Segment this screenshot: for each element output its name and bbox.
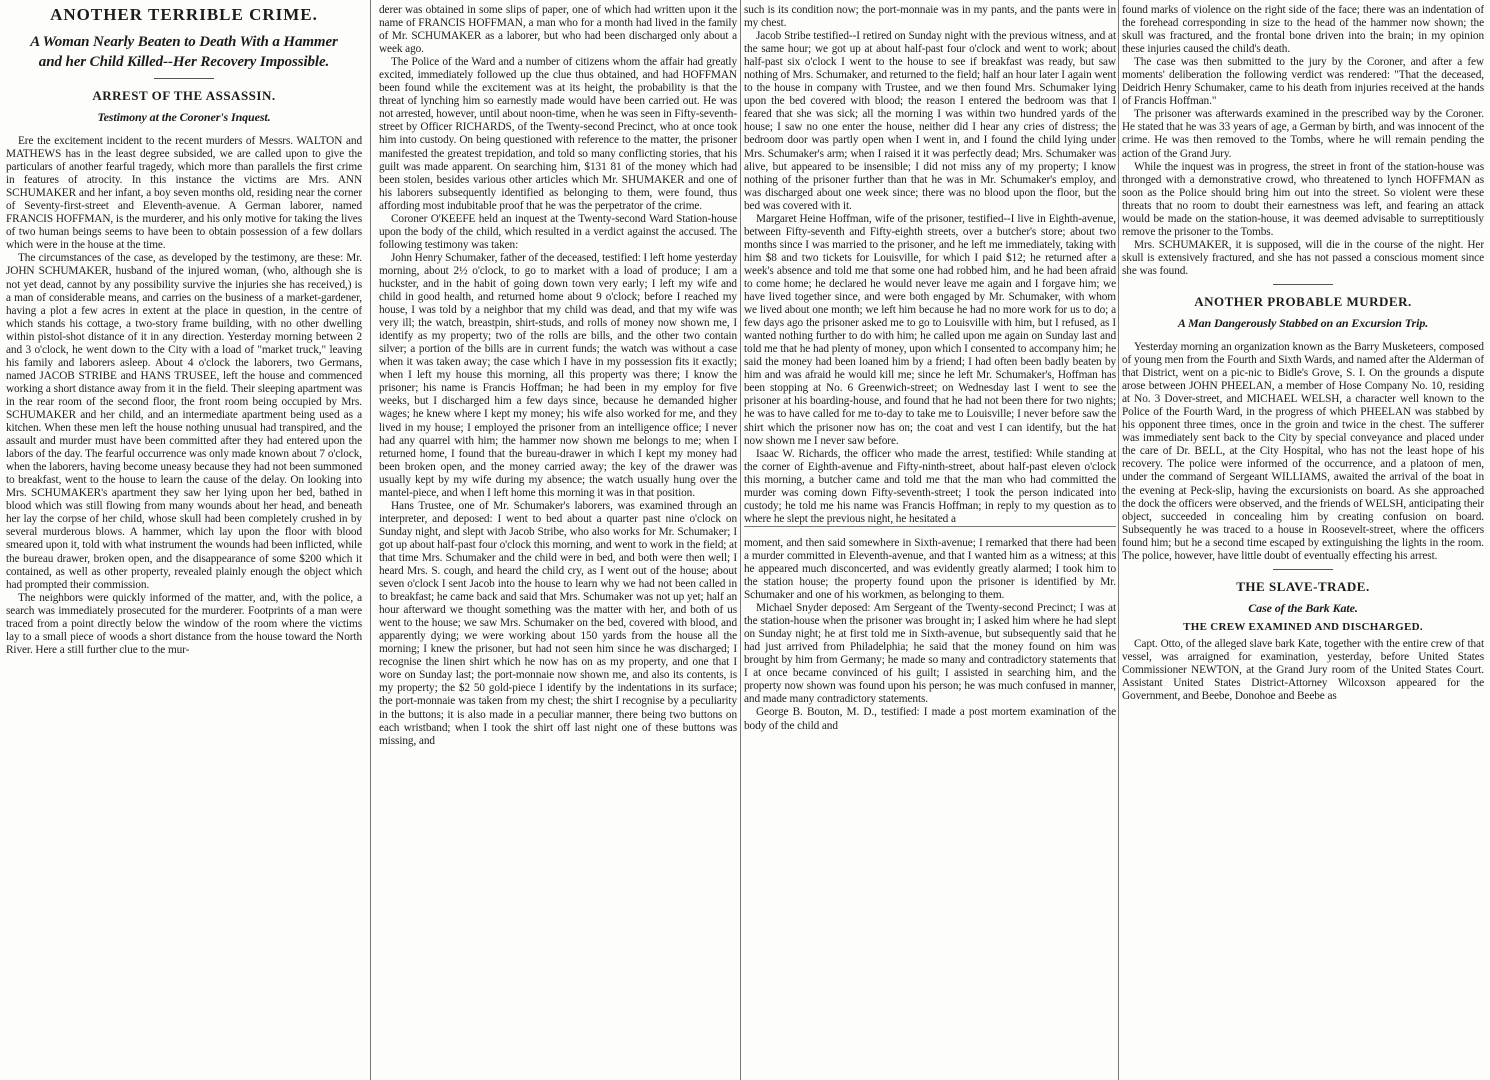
paragraph: Margaret Heine Hoffman, wife of the prisoner, testified--I live in Eighth-avenue, between Fifty-seventh and Fifty-eighth streets, over a butcher's store; about two months since I was married to the prisoner, and he left me immediately, taking with him $8 and two tickets for Louisville, for which I paid $12; he returned after a week's absence and told me that some one had robbed him, and he had been afraid to come home; he declared he would never leave me again and I forgave him; we have lived together since, and were both engaged by Mr. Schumaker, with whom we lived about one month; we left him because he had no more work for us to do; a few days ago the prisoner asked me to go to Louisville with him, but I refused, as I wanted nothing further to do with him; he called upon me again on Sunday last and told me that he had plenty of money, upon which I consented to accompany him; he said the money had been loaned him by a friend; I had often been badly beaten by him and was afraid he would kill me; since he left Mr. Schumaker's, Hoffman has been stopping at No. 6 Greenwich-street; on Wednesday last I went to see the prisoner at his boarding-house, and found that he had not been there for two nights; he was to have called for me to-day to take me to Louisville; I never before saw the shirt which the prisoner now has on; the coat and vest I can identify, but the hat now shown me I never saw before. bbox=[744, 212, 1116, 447]
paragraph: moment, and then said somewhere in Sixth-avenue; I remarked that there had been a murder committed in Eleventh-avenue, and that I wanted him as a witness; at this he appeared much disconcerted, and was evidently greatly alarmed; I took him to the station house; the property found upon the prisoner is identified by Mr. Schumaker and one of his workmen, as belonging to them. bbox=[744, 536, 1116, 602]
column-1 bbox=[6, 4, 362, 1078]
paragraph: found marks of violence on the right side of the face; there was an indentation of the forehead corresponding in size to the head of the hammer now shown; the skull was fractured, and the frontal bone driven into the brain; in my opinion these injuries caused the child's death. bbox=[1122, 4, 1484, 56]
article-title: ANOTHER PROBABLE MURDER. bbox=[1194, 293, 1412, 309]
paragraph: derer was obtained in some slips of paper, one of which had written upon it the name of FRANCIS HOFFMAN, a man who for a month had lived in the family of Mr. SCHUMAKER as a laborer, but who had been discharged only about a week ago. bbox=[379, 4, 737, 56]
paragraph: Hans Trustee, one of Mr. Schumaker's laborers, was examined through an interpreter, and deposed: I went to bed about a quarter past nine o'clock on Sunday night, and slept with Jacob Stribe, who also works for Mr. Schumaker; I got up about half-past four o'clock this morning, and went to work in the field; at that time Mrs. Schumaker and the child were in bed, and both were then well; I heard Mrs. S. cough, and heard the child cry, as I went out of the house; about seven o'clock I sent Jacob into the house to learn why we had not been called in to breakfast; he came back and said that Mrs. Schumaker was not up yet; half an hour afterward we thought something was the matter with her, and both of us went to the house; we saw Mrs. Schumaker on the bed, covered with blood, and apparently dying; we were working about 150 yards from the house all the morning; I knew the prisoner, but had not seen him since he was discharged; I recognise the linen shirt which he now has on as my property, and one that I wore on Sunday last; the port-monnaie now shown me, and also its contents, is my property; the $2 50 gold-piece I identify by the indentations in its surface; the port-monnaie was taken from my chest; the shirt I recognise by a peculiarity in the buttons; it is also made in a peculiar manner, there being two buttons on each wristband; when I took the shirt off last night one of these buttons was missing, and bbox=[379, 499, 737, 747]
paragraph: Yesterday morning an organization known as the Barry Musketeers, composed of young men from the Fourth and Sixth Wards, and named after the Alderman of that District, went on a pic-nic to Bidle's Grove, S. I. On the grounds a dispute arose between JOHN PHEELAN, a member of Hose Company No. 10, residing at No. 3 Dover-street, and MICHAEL WELSH, a character well known to the Police of the Fourth Ward, in the progress of which PHEELAN was stabbed by his opponent three times, once in the groin and twice in the chest. The sufferer was immediately sent back to the City by special conveyance and placed under the care of Dr. BELL, at the City Hospital, who has not the least hope of his recovery. The police were informed of the occurrence, and a platoon of men, under the command of Sergeant WILLIAMS, awaited the arrival of the boat in the evening at Peck-slip, having the excursionists on board. As she approached the dock the officers were observed, and the friends of WELSH, anticipating their object, succeeded in concealing him by creating confusion on board. Subsequently he was traced to a house in Roosevelt-street, where the officers found him; but he a second time escaped by extinguishing the lights in the room. The police, however, have little doubt of eventually effecting his arrest. bbox=[1122, 340, 1484, 562]
section-heading: THE CREW EXAMINED AND DISCHARGED. bbox=[1183, 620, 1423, 633]
paragraph: The prisoner was afterwards examined in the prescribed way by the Coroner. He stated that he was 33 years of age, a German by birth, and was innocent of the crime. He was then removed to the Tombs, where he will remain pending the action of the Grand Jury. bbox=[1122, 108, 1484, 160]
divider bbox=[154, 78, 214, 79]
paragraph: Mrs. SCHUMAKER, it is supposed, will die in the course of the night. Her skull is extensively fractured, and she has not passed a conscious moment since she was found. bbox=[1122, 238, 1484, 277]
paragraph: George B. Bouton, M. D., testified: I made a post mortem examination of the body of the child and bbox=[744, 706, 1116, 732]
column-rule bbox=[740, 0, 741, 1080]
divider bbox=[1273, 569, 1333, 570]
paragraph: such is its condition now; the port-monnaie was in my pants, and the pants were in my chest. bbox=[744, 4, 1116, 30]
column-rule bbox=[1118, 0, 1119, 1080]
column-rule bbox=[370, 0, 371, 1080]
clipping-seam bbox=[744, 526, 1116, 533]
paragraph: John Henry Schumaker, father of the deceased, testified: I left home yesterday morning, about 2½ o'clock, to go to market with a load of produce; I am a huckster, and in the habit of going down town very early; I left my wife and child in good health, and returned home about 9 o'clock; before I reached my house, I was told by a neighbor that my child was dead, and that my wife was very ill; the watch, breastpin, shirt-studs, and rolls of money now shown me, I identify as my property; two of the rolls are bills, and the other two contain silver; a portion of the bills are in current funds; the watch was without a case when it was taken away; the case which I have in my possession fits it exactly; when I left my house this morning, all this property was there; I know the prisoner; his name is Francis Hoffman; he had been in my employ for five weeks, but I discharged him a few days since, because he demanded higher wages; he knew where I kept my money; his wife also worked for me, and they lived in my house; I employed the prisoner from an intelligence office; I never had any quarrel with him; the hammer now shown me belongs to me; when I returned home, I found that the bureau-drawer in which I kept my money had been broken open, and the money carried away; the key of the drawer was usually kept by my wife during my absence; the watch usually hung over the mantel-piece, and when I left home this morning it was in that position. bbox=[379, 251, 737, 499]
paragraph: The circumstances of the case, as developed by the testimony, are these: Mr. JOHN SCHUMAKER, husband of the injured woman, (who, although she is not yet dead, cannot by any possibility survive the injuries she has received,) is a man of considerable means, and carries on the business of a market-gardener, having a plot a few acres in extent at the place in question, in the centre of which stands his cottage, a two-story frame building, with no other dwelling within pistol-shot distance of it in any direction. Yesterday morning between 2 and 3 o'clock, he went down to the City with a load of "market truck," leaving his family and laborers asleep. About 4 o'clock the laborers, two Germans, named JACOB STRIBE and HANS TRUSEE, left the house and commenced working a short distance away from it in the field. Their sleeping apartment was in the rear room of the second floor, the front room being occupied by Mrs. SCHUMAKER and her child, and an intermediate apartment being used as a kitchen. When these men left the house nothing unusual had transpired, and the assault and murder must have been committed after they had entered upon the labors of the day. The fearful occurrence was only made known about 7 o'clock, when the laborers, having become uneasy because they had not been summoned to breakfast, went to the house to learn the cause of the delay. On looking into Mrs. SCHUMAKER's apartment they saw her lying upon her bed, bathed in blood which was still flowing from many wounds about her head, and beneath her lay the corpse of her child, whose skull had been completely crushed in by several murderous blows. A hammer, which lay upon the floor with blood smeared upon it, told with what instrument the wounds had been inflicted, while the bureau drawer, broken open, and the disappearance of some $200 which it contained, as well as other property, revealed plainly enough the object which had prompted their commission. bbox=[6, 252, 362, 591]
paragraph: Coroner O'KEEFE held an inquest at the Twenty-second Ward Station-house upon the body of the child, which resulted in a verdict against the accused. The following testimony was taken: bbox=[379, 212, 737, 251]
paragraph: The case was then submitted to the jury by the Coroner, and after a few moments' deliberation the following verdict was rendered: "That the deceased, Deidrich Henry Schumaker, came to his death from injuries received at the hands of Francis Hoffman." bbox=[1122, 56, 1484, 108]
article-title: ANOTHER TERRIBLE CRIME. bbox=[50, 5, 318, 24]
article-subtitle: A Woman Nearly Beaten to Death With a Hammer and her Child Killed--Her Recovery Impossible. bbox=[30, 34, 338, 70]
column-2 bbox=[379, 4, 737, 1078]
column-3 bbox=[744, 4, 1116, 1078]
article-subtitle: Case of the Bark Kate. bbox=[1248, 600, 1358, 615]
article-subtitle: A Man Dangerously Stabbed on an Excursion Trip. bbox=[1177, 315, 1429, 330]
paragraph: While the inquest was in progress, the street in front of the station-house was thronged with a demonstrative crowd, who threatened to lynch HOFFMAN as soon as the Police should bring him out into the street. So violent were these threats that no room to doubt their earnestness was left, and fearing an attack would be made on the station-house, it was deemed advisable to surreptitiously remove the prisoner to the Tombs. bbox=[1122, 160, 1484, 238]
paragraph: The neighbors were quickly informed of the matter, and, with the police, a search was immediately prosecuted for the murderer. Footprints of a man were traced from a point directly below the window of the room where the victims lay to a small piece of woods a short distance from the house toward the North River. Here a still further clue to the mur- bbox=[6, 591, 362, 656]
paragraph: Isaac W. Richards, the officer who made the arrest, testified: While standing at the corner of Eighth-avenue and Fifty-ninth-street, about half-past eleven o'clock this morning, a butcher came and told me that the man who had committed the murder was coming down Fifty-seventh-street; I took the person indicated into custody; he told me his name was Francis Hoffman; in reply to my question as to where he slept the previous night, he hesitated a bbox=[744, 447, 1116, 525]
paragraph: Ere the excitement incident to the recent murders of Messrs. WALTON and MATHEWS has in the least degree subsided, we are called upon to give the particulars of another fearful tragedy, which more than parallels the first crime in features of atrocity. In this instance the victims are Mrs. ANN SCHUMAKER and her infant, a boy seven months old, residing near the corner of Seventy-first-street and Eleventh-avenue. A German laborer, named FRANCIS HOFFMAN, is the murderer, and his only motive for taking the lives of two human beings seems to have been to obtain possession of a few dollars which were in the house at the time. bbox=[6, 135, 362, 252]
paragraph: Jacob Stribe testified--I retired on Sunday night with the previous witness, and at the same hour; we got up at about half-past four o'clock and went to work; about half-past six o'clock I went to the house to see if breakfast was ready, but saw nothing of Mrs. Schumaker, and returned to the field; half an hour later I again went to the house in company with Trustee, and we then found Mrs. Schumaker lying upon the bed covered with blood; the reason I entered the bedroom was that I feared that she was sick; all the morning I was within two hundred yards of the house; I saw no one enter the house, neither did I hear any cries of distress; the bedroom door was partly open when I went in, and I found the child lying under Mrs. Schumaker's arm; when I raised it it was perfectly dead; Mrs. Schumaker was alive, but appeared to be insensible; I did not miss any of my property; I know nothing of the prisoner further than that he was in Mr. Schumaker's employ, and was discharged about one week since; there was no blood upon the floor, but the bed was covered with it. bbox=[744, 30, 1116, 212]
column-4 bbox=[1122, 4, 1484, 1078]
divider bbox=[1273, 284, 1333, 285]
paragraph: Michael Snyder deposed: Am Sergeant of the Twenty-second Precinct; I was at the station-house when the prisoner was brought in; I asked him where he had slept on Sunday night; he at first told me in Sixth-avenue, but subsequently said that he had just arrived from Philadelphia; he said that the money found on him was brought by him from Germany; he made so many and contradictory statements that I at once became convinced of his guilt; I assisted in searching him, and the property now shown was found upon his person; he was much confused in manner, and made many contradictory statements. bbox=[744, 602, 1116, 706]
section-heading: ARREST OF THE ASSASSIN. bbox=[92, 88, 276, 103]
paragraph: Capt. Otto, of the alleged slave bark Kate, together with the entire crew of that vessel, was arraigned for examination, yesterday, before United States Commissioner NEWTON, at the Grand Jury room of the United States Court. Assistant United States District-Attorney Wilcoxson appeared for the Government, and Beebe, Donohoe and Beebe as bbox=[1122, 637, 1484, 702]
paragraph: The Police of the Ward and a number of citizens whom the affair had greatly excited, immediately followed up the clue thus obtained, and had HOFFMAN been found while the excitement was at its height, the probability is that the threat of lynching him so earnestly made would have been carried out. He was not arrested, however, until about noon-time, when he was seen in Fifty-seventh-street by Officer RICHARDS, of the Twenty-second Precinct, who at once took him into custody. On being questioned with reference to the matter, the prisoner manifested the greatest trepidation, and told so many conflicting stories, that his guilt was made apparent. On searching him, $131 81 of the money which had been stolen, besides various other articles which Mr. SHUMAKER and one of his laborers subsequently identified as belonging to them, were found, thus affording most indubitable proof that he was the perpetrator of the crime. bbox=[379, 56, 737, 212]
article-title: THE SLAVE-TRADE. bbox=[1236, 578, 1370, 594]
subsection-heading: Testimony at the Coroner's Inquest. bbox=[97, 110, 271, 124]
